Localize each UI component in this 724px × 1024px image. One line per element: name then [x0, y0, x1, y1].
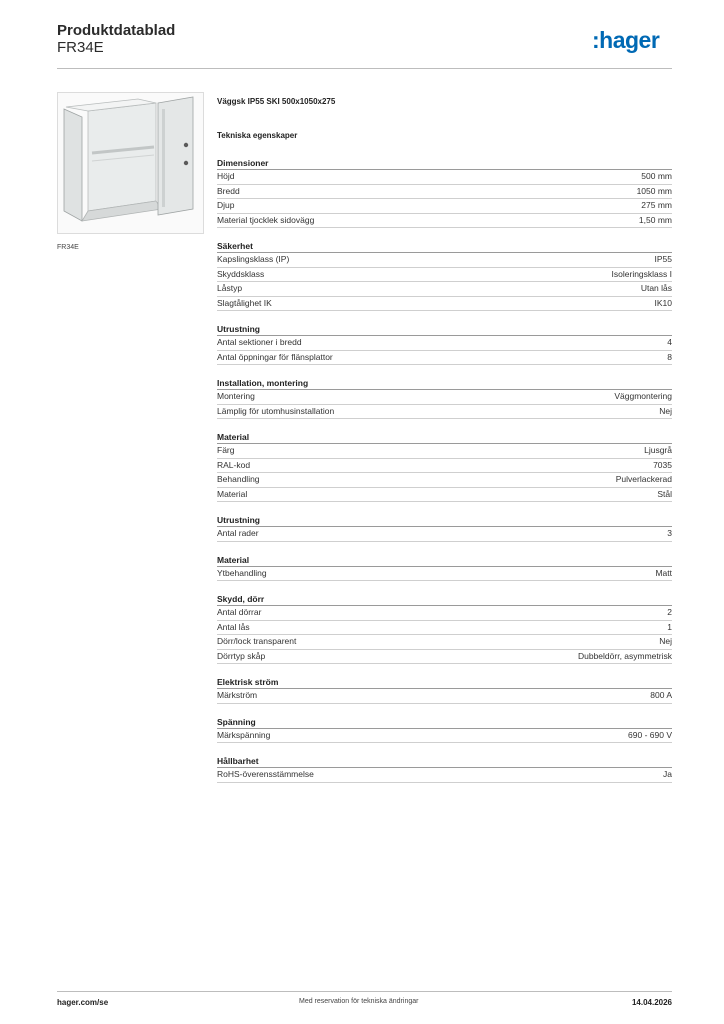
section-title: Tekniska egenskaper	[217, 131, 298, 140]
footer-divider	[57, 991, 672, 992]
spec-label: Antal sektioner i bredd	[217, 337, 302, 347]
product-image	[57, 92, 204, 234]
spec-value: 1,50 mm	[638, 214, 672, 225]
spec-row	[217, 199, 672, 214]
spec-value: Stål	[657, 488, 672, 499]
spec-value: Nej	[659, 636, 672, 646]
spec-value: 500 mm	[641, 171, 672, 181]
spec-value: 275 mm	[641, 200, 672, 210]
spec-value: Matt	[655, 567, 672, 578]
spec-group-title: Säkerhet	[217, 240, 672, 253]
spec-value: 2	[667, 607, 672, 617]
spec-row	[217, 689, 672, 704]
spec-value: 1	[667, 621, 672, 632]
spec-row	[217, 351, 672, 366]
spec-group	[217, 240, 672, 311]
spec-row	[217, 214, 672, 229]
spec-group	[217, 323, 672, 365]
spec-value: 7035	[653, 459, 672, 470]
spec-label: Lämplig för utomhusinstallation	[217, 405, 335, 416]
header-divider	[57, 68, 672, 69]
spec-value: Utan lås	[640, 283, 672, 293]
spec-row	[217, 567, 672, 582]
spec-row	[217, 473, 672, 488]
spec-row	[217, 253, 672, 268]
spec-row	[217, 729, 672, 744]
spec-group	[217, 593, 672, 664]
spec-value: Isoleringsklass I	[611, 268, 672, 279]
spec-group-title: Skydd, dörr	[217, 593, 672, 606]
spec-label: Behandling	[217, 474, 260, 484]
spec-group-title: Utrustning	[217, 514, 672, 527]
spec-label: Montering	[217, 391, 255, 401]
spec-value: 3	[667, 528, 672, 538]
spec-label: RAL-kod	[217, 459, 251, 470]
spec-label: RoHS-överensstämmelse	[217, 769, 314, 779]
spec-value: 690 - 690 V	[628, 729, 672, 740]
spec-groups	[217, 157, 672, 783]
spec-group-title: Elektrisk ström	[217, 676, 672, 689]
spec-group-title: Dimensioner	[217, 157, 672, 170]
spec-value: Pulverlackerad	[615, 474, 672, 484]
spec-row	[217, 282, 672, 297]
spec-row	[217, 170, 672, 185]
spec-label: Dörrtyp skåp	[217, 650, 266, 661]
spec-label: Slagtålighet IK	[217, 297, 272, 308]
spec-group-title: Material	[217, 554, 672, 567]
spec-label: Låstyp	[217, 283, 243, 293]
spec-label: Höjd	[217, 171, 235, 181]
footer-website: hager.com/se	[57, 998, 109, 1007]
spec-row	[217, 606, 672, 621]
footer-date: 14.04.2026	[631, 998, 672, 1007]
spec-group	[217, 676, 672, 704]
spec-value: IK10	[654, 297, 672, 308]
spec-row	[217, 444, 672, 459]
spec-label: Kapslingsklass (IP)	[217, 254, 290, 264]
spec-label: Dörr/lock transparent	[217, 636, 297, 646]
spec-group-title: Installation, montering	[217, 377, 672, 390]
spec-value: IP55	[654, 254, 672, 264]
spec-value: Ljusgrå	[644, 445, 672, 455]
spec-label: Material	[217, 488, 248, 499]
spec-row	[217, 527, 672, 542]
spec-row	[217, 268, 672, 283]
spec-row	[217, 336, 672, 351]
spec-value: 800 A	[650, 690, 672, 700]
spec-label: Märkström	[217, 690, 258, 700]
spec-label: Färg	[217, 445, 235, 455]
spec-group	[217, 431, 672, 502]
spec-label: Djup	[217, 200, 235, 210]
spec-label: Antal dörrar	[217, 607, 262, 617]
spec-label: Skyddsklass	[217, 268, 265, 279]
spec-value: Ja	[663, 769, 672, 779]
spec-group	[217, 514, 672, 542]
spec-label: Bredd	[217, 185, 240, 196]
spec-value: Dubbeldörr, asymmetrisk	[577, 650, 672, 661]
spec-label: Ytbehandling	[217, 567, 267, 578]
spec-group-title: Utrustning	[217, 323, 672, 336]
spec-value: Väggmontering	[614, 391, 672, 401]
spec-row	[217, 650, 672, 665]
spec-row	[217, 185, 672, 200]
page-title: Produktdatablad	[57, 22, 176, 39]
spec-label: Antal rader	[217, 528, 259, 538]
spec-value: 4	[667, 337, 672, 347]
product-code: FR34E	[57, 39, 104, 56]
spec-row	[217, 405, 672, 420]
spec-row	[217, 488, 672, 503]
spec-group	[217, 755, 672, 783]
spec-group-title: Material	[217, 431, 672, 444]
footer-disclaimer: Med reservation för tekniska ändringar	[299, 998, 419, 1005]
spec-column	[217, 97, 672, 795]
spec-group-title: Hållbarhet	[217, 755, 672, 768]
product-name: Väggsk IP55 SKI 500x1050x275	[217, 97, 336, 106]
image-caption: FR34E	[57, 244, 79, 251]
spec-label: Antal lås	[217, 621, 250, 632]
spec-row	[217, 621, 672, 636]
spec-label: Märkspänning	[217, 729, 271, 740]
spec-group	[217, 716, 672, 744]
spec-value: Nej	[659, 405, 672, 416]
hager-logo: :hager	[592, 27, 660, 53]
spec-row	[217, 635, 672, 650]
spec-row	[217, 390, 672, 405]
spec-group	[217, 554, 672, 582]
spec-group	[217, 157, 672, 228]
spec-row	[217, 297, 672, 312]
cabinet-illustration-icon	[58, 93, 203, 233]
spec-value: 1050 mm	[636, 185, 672, 196]
spec-group-title: Spänning	[217, 716, 672, 729]
spec-value: 8	[667, 351, 672, 362]
spec-row	[217, 459, 672, 474]
spec-group	[217, 377, 672, 419]
spec-label: Material tjocklek sidovägg	[217, 214, 315, 225]
spec-label: Antal öppningar för flänsplattor	[217, 351, 333, 362]
spec-row	[217, 768, 672, 783]
